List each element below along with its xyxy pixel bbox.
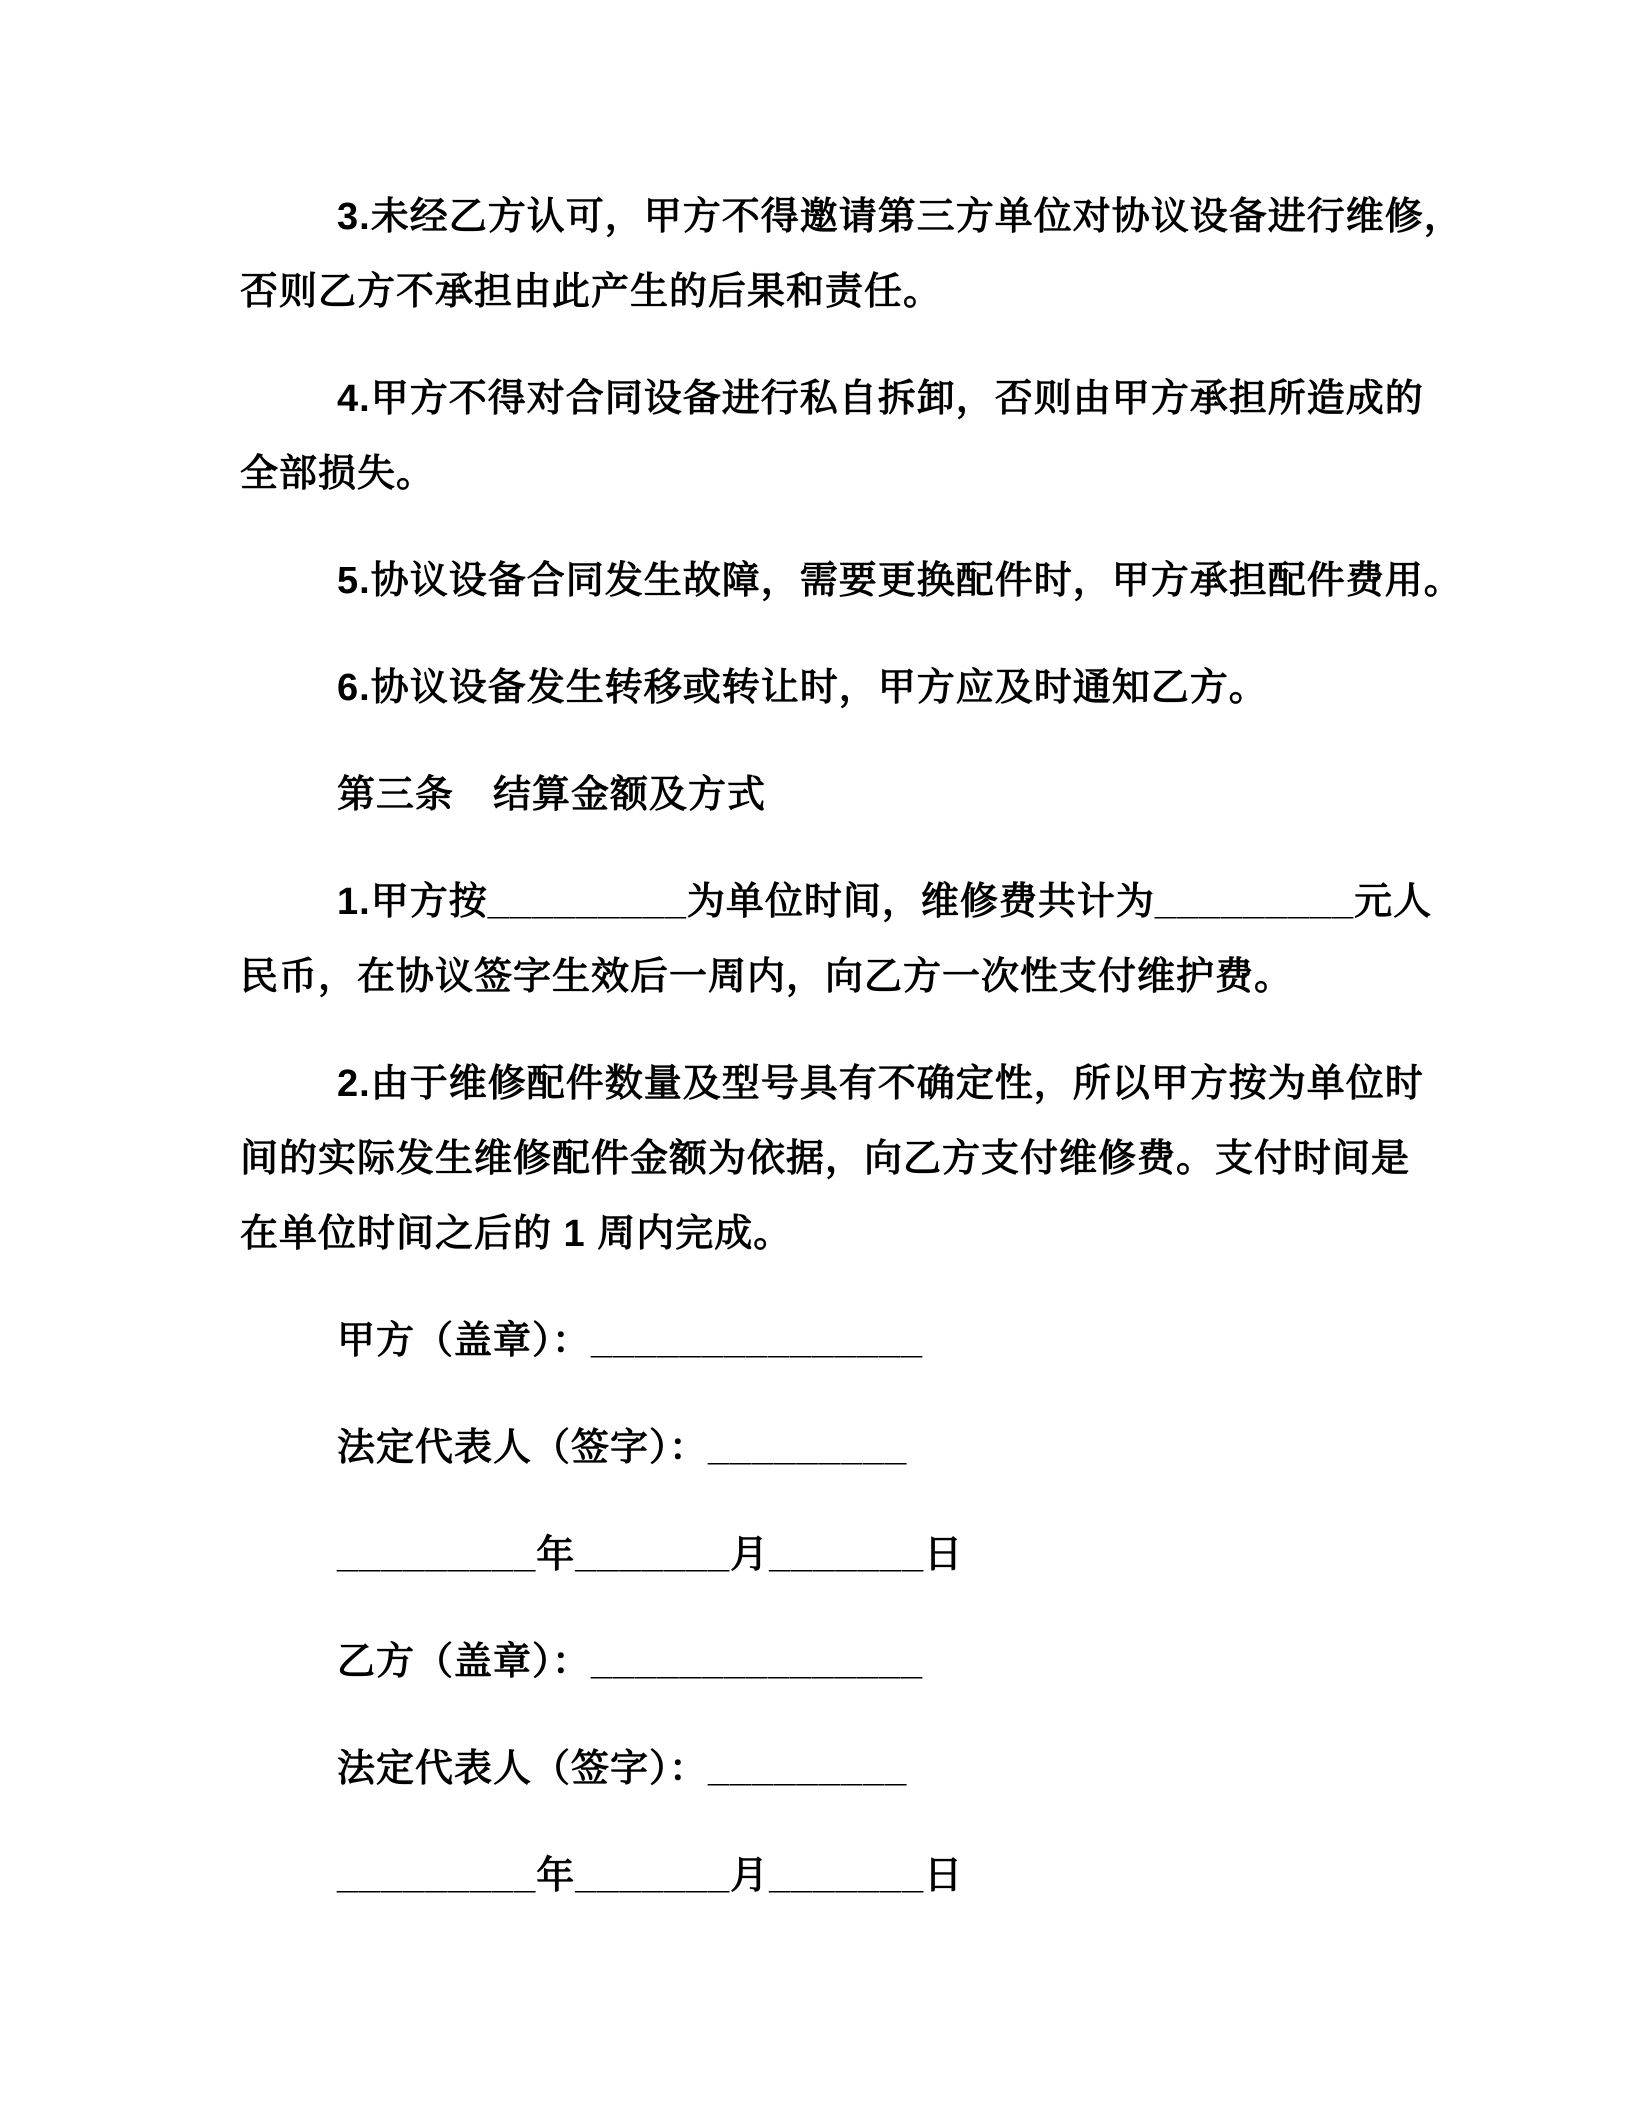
article-3-clause-2-line-3: 在单位时间之后的 1 周内完成。 [240, 1213, 793, 1255]
party-a-date-text: _________年_______月_______日 [337, 1534, 964, 1576]
party-a-seal-line [240, 1304, 1490, 1379]
party-a-representative-text: 法定代表人（签字）：_________ [337, 1427, 908, 1469]
clause-6 [240, 651, 1490, 726]
party-b-date-text: _________年_______月_______日 [337, 1855, 964, 1897]
clause-4-line-1: 4.甲方不得对合同设备进行私自拆卸，否则由甲方承担所造成的 [337, 378, 1424, 420]
article-3-heading-line: 第三条 结算金额及方式 [337, 774, 767, 816]
clause-3-line-1: 3.未经乙方认可，甲方不得邀请第三方单位对协议设备进行维修， [337, 196, 1463, 238]
clause-5-line-1: 5.协议设备合同发生故障，需要更换配件时，甲方承担配件费用。 [337, 560, 1463, 602]
article-3-clause-2-line-2: 间的实际发生维修配件金额为依据，向乙方支付维修费。支付时间是 [240, 1138, 1411, 1180]
party-b-representative-line [240, 1732, 1490, 1807]
party-a-seal-text: 甲方（盖章）：_______________ [337, 1320, 924, 1362]
party-b-seal-line [240, 1625, 1490, 1700]
clause-4-line-2: 全部损失。 [240, 453, 436, 495]
article-3-clause-2-line-1: 2.由于维修配件数量及型号具有不确定性，所以甲方按为单位时 [337, 1063, 1424, 1105]
clause-5 [240, 544, 1490, 619]
party-a-date-line [240, 1518, 1490, 1593]
clause-3 [240, 180, 1490, 330]
article-3-clause-1 [240, 865, 1490, 1015]
article-3-clause-1-line-1: 1.甲方按_________为单位时间，维修费共计为_________元人 [337, 881, 1433, 923]
article-3-clause-2 [240, 1047, 1490, 1272]
contract-body [240, 180, 1490, 1914]
clause-6-line-1: 6.协议设备发生转移或转让时，甲方应及时通知乙方。 [337, 667, 1268, 709]
article-3-clause-1-line-2: 民币，在协议签字生效后一周内，向乙方一次性支付维护费。 [240, 956, 1294, 998]
clause-3-line-2: 否则乙方不承担由此产生的后果和责任。 [240, 271, 943, 313]
clause-4 [240, 362, 1490, 512]
article-3-heading [240, 758, 1490, 833]
party-b-date-line [240, 1839, 1490, 1914]
party-b-seal-text: 乙方（盖章）：_______________ [337, 1641, 924, 1683]
party-b-representative-text: 法定代表人（签字）：_________ [337, 1748, 908, 1790]
party-a-representative-line [240, 1411, 1490, 1486]
